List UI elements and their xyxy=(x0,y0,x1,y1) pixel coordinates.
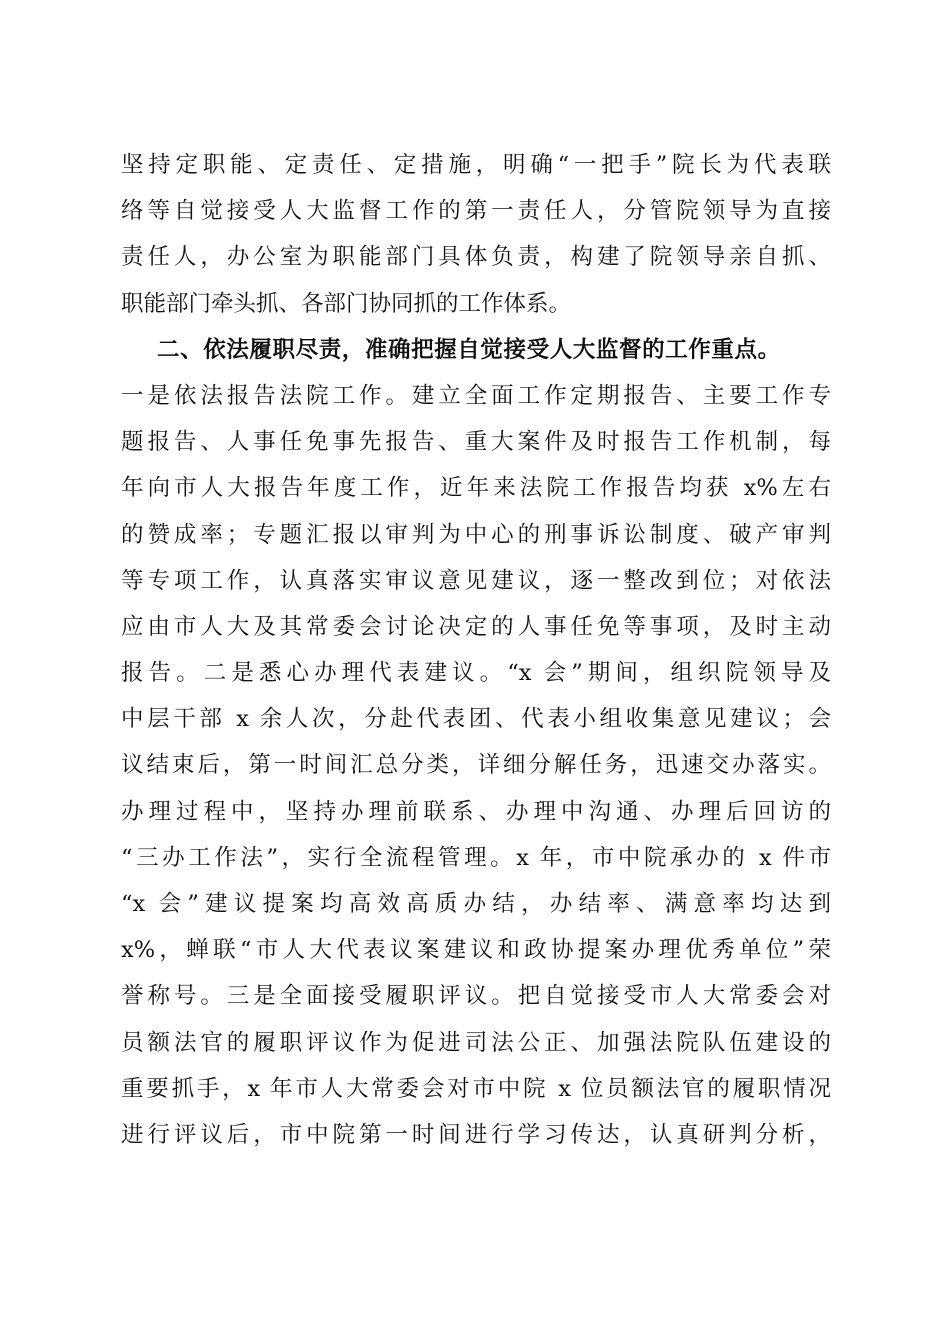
paragraph-line: 坚持定职能、定责任、定措施，明确“一把手”院长为代表联 xyxy=(121,152,831,178)
paragraph-line: 责任人，办公室为职能部门具体负责，构建了院领导亲自抓、 xyxy=(121,244,831,271)
paragraph-2 xyxy=(121,373,831,1158)
paragraph-line: 职能部门牵头抓、各部门协同抓的工作体系。 xyxy=(121,290,572,317)
paragraph-line: “x 会”建议提案均高效高质办结，办结率、满意率均达到 xyxy=(121,891,831,917)
paragraph-line: 誉称号。三是全面接受履职评议。把自觉接受市人大常委会对 xyxy=(121,983,831,1010)
paragraph-line: 年向市人大报告年度工作，近年来法院工作报告均获 x%左右 xyxy=(121,475,831,502)
paragraph-line: 进行评议后，市中院第一时间进行学习传达，认真研判分析， xyxy=(121,1121,831,1148)
paragraph-line: 等专项工作，认真落实审议意见建议，逐一整改到位；对依法 xyxy=(121,567,831,594)
paragraph-line: 应由市人大及其常委会讨论决定的人事任免等事项，及时主动 xyxy=(121,613,831,640)
paragraph-line: 络等自觉接受人大监督工作的第一责任人，分管院领导为直接 xyxy=(121,198,831,225)
paragraph-line: 的赞成率；专题汇报以审判为中心的刑事诉讼制度、破产审判 xyxy=(121,521,831,548)
paragraph-line: 报告。二是悉心办理代表建议。“x 会”期间，组织院领导及 xyxy=(121,660,831,687)
paragraph-1 xyxy=(121,142,831,327)
document-body xyxy=(121,142,831,1158)
paragraph-line: x%，蝉联“市人大代表议案建议和政协提案办理优秀单位”荣 xyxy=(121,937,831,964)
paragraph-line: 重要抓手，x 年市人大常委会对市中院 x 位员额法官的履职情况 xyxy=(121,1075,831,1102)
paragraph-line: 员额法官的履职评议作为促进司法公正、加强法院队伍建设的 xyxy=(121,1029,831,1056)
section-heading: 二、依法履职尽责，准确把握自觉接受人大监督的工作重点。 xyxy=(157,336,781,363)
paragraph-line: 一是依法报告法院工作。建立全面工作定期报告、主要工作专 xyxy=(121,382,831,409)
paragraph-line: 办理过程中，坚持办理前联系、办理中沟通、办理后回访的 xyxy=(121,798,831,825)
paragraph-line: “三办工作法”，实行全流程管理。x 年，市中院承办的 x 件市 xyxy=(121,844,831,871)
paragraph-line: 议结束后，第一时间汇总分类，详细分解任务，迅速交办落实。 xyxy=(121,752,831,779)
paragraph-line: 题报告、人事任免事先报告、重大案件及时报告工作机制，每 xyxy=(121,429,831,456)
paragraph-line: 中层干部 x 余人次，分赴代表团、代表小组收集意见建议；会 xyxy=(121,706,831,733)
